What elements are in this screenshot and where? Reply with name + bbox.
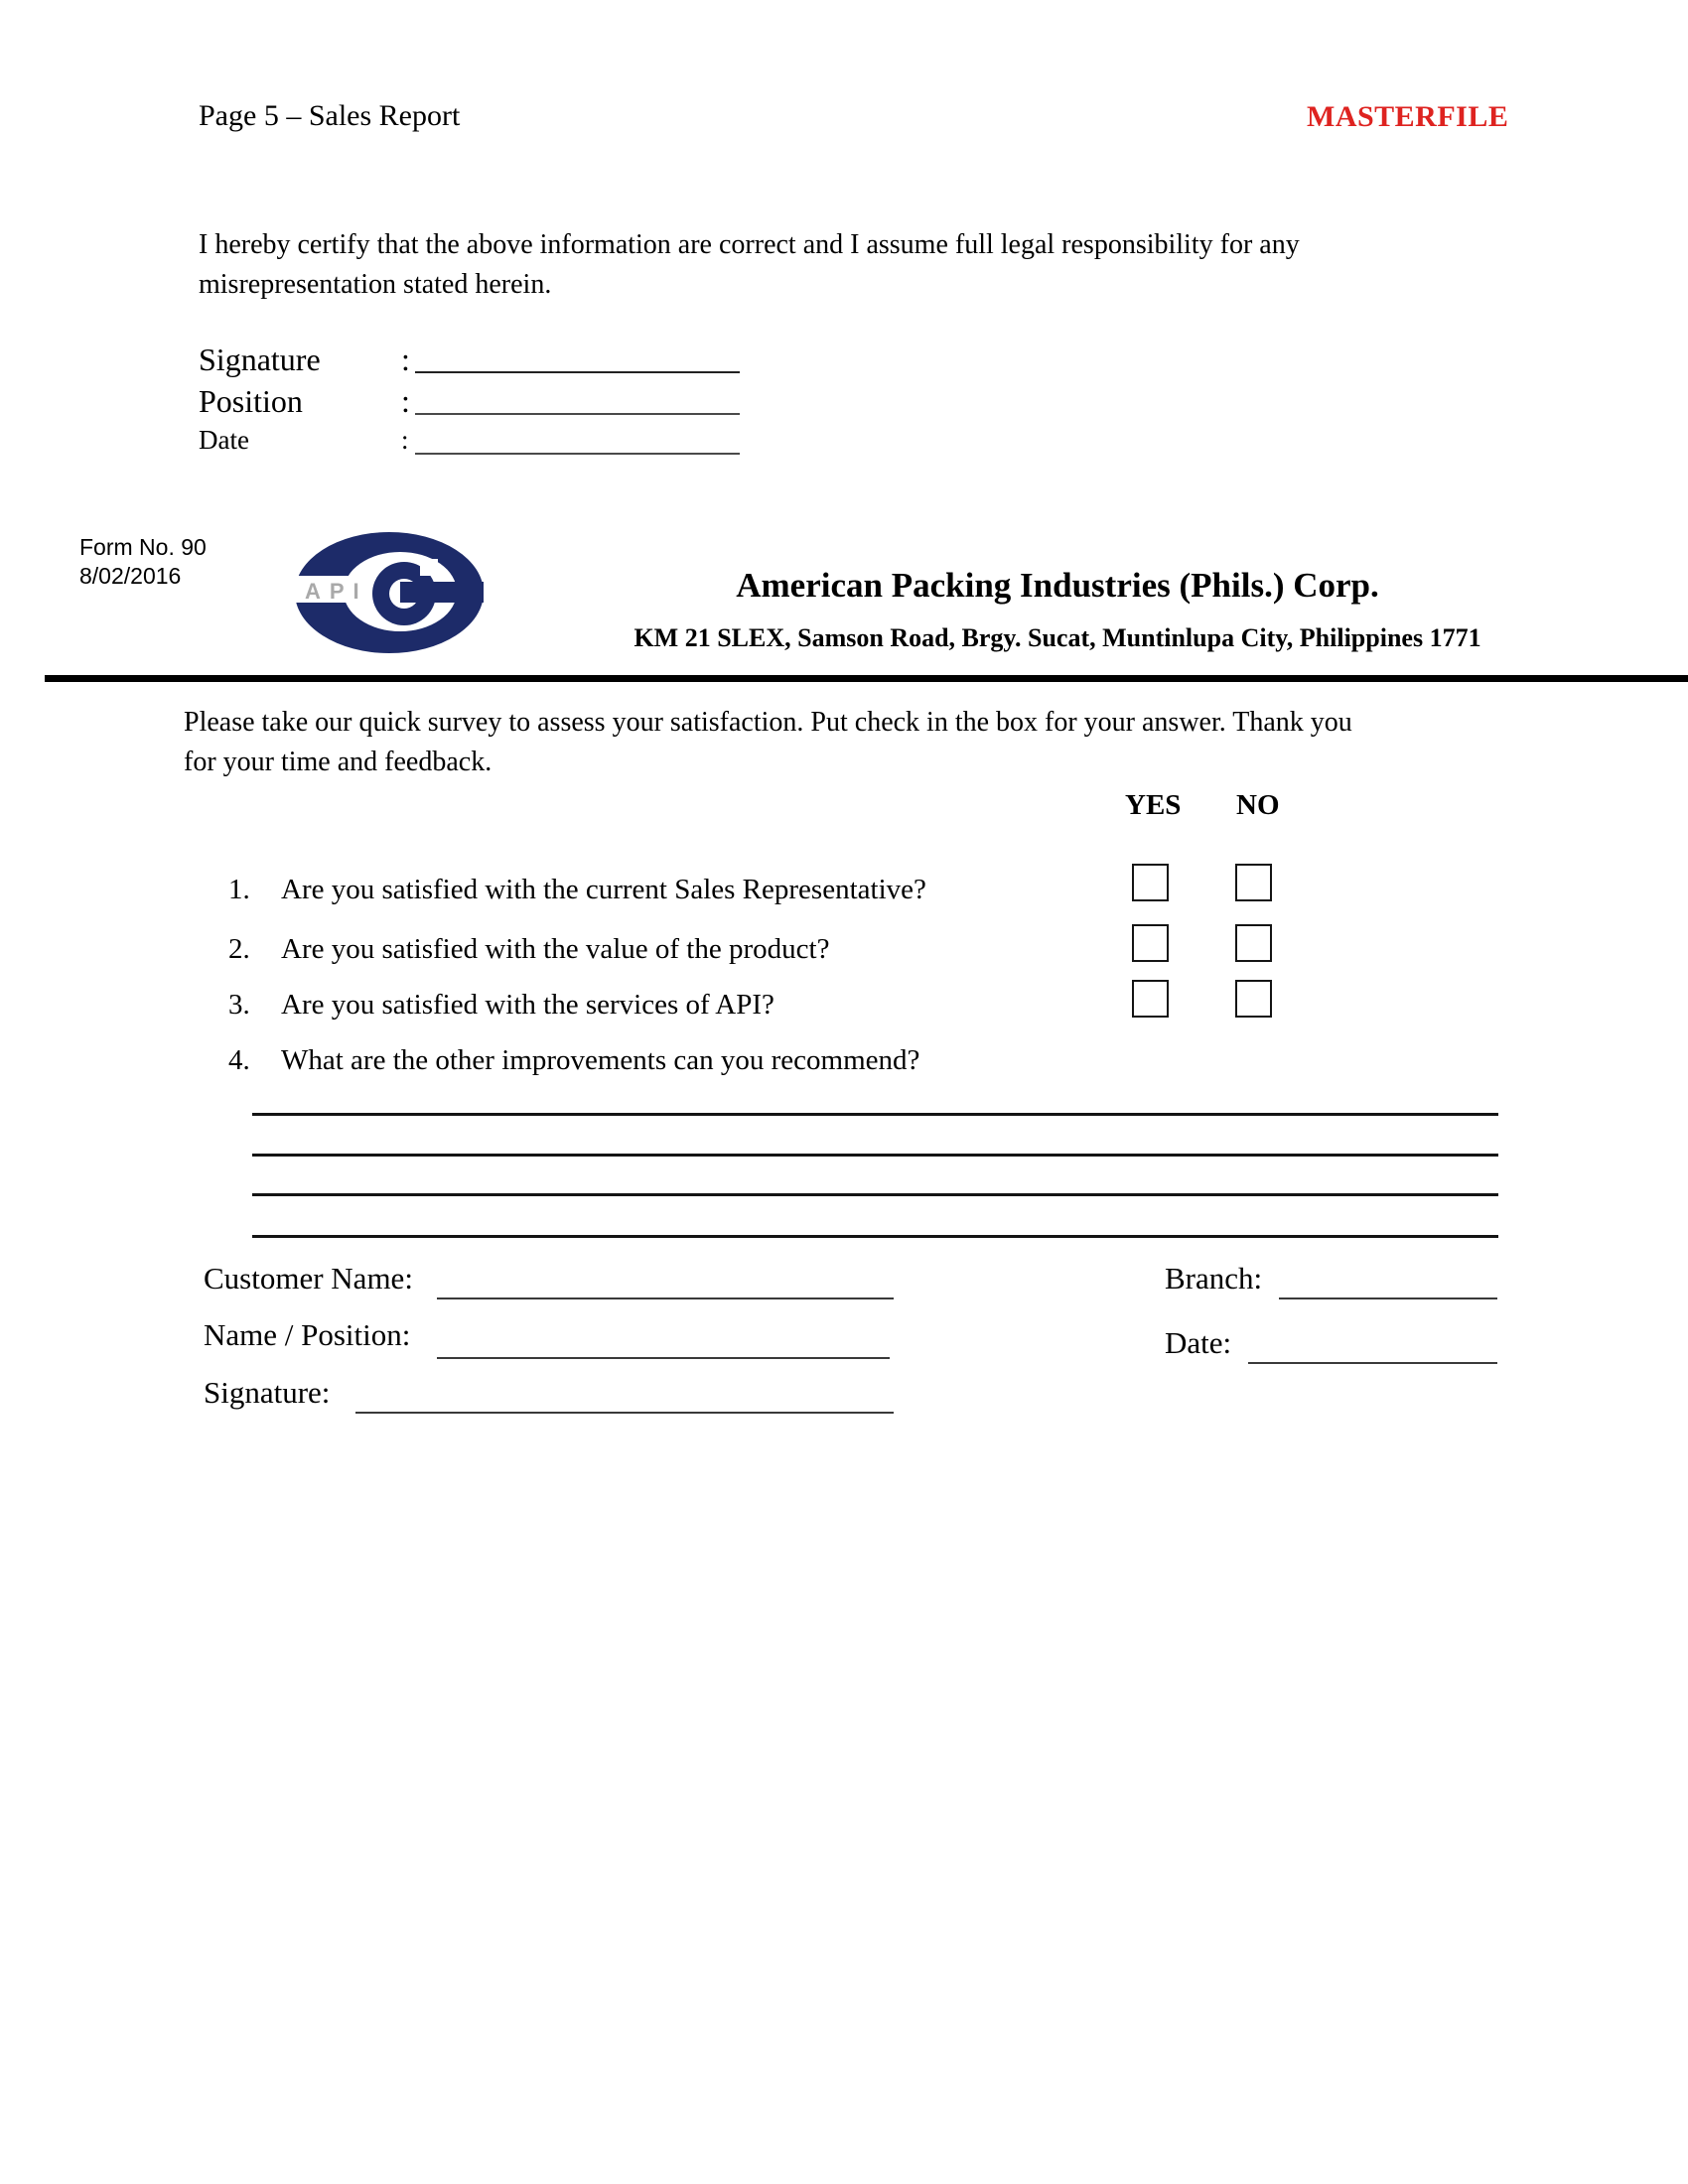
form-number: Form No. 90 — [79, 534, 207, 560]
question-1-number: 1. — [228, 874, 250, 905]
question-row-3 — [228, 989, 774, 1022]
footer-date-fill-line[interactable] — [1248, 1362, 1497, 1364]
question-3-no-checkbox[interactable] — [1235, 980, 1272, 1018]
answer-line-2[interactable] — [252, 1154, 1498, 1157]
yes-column-header: YES — [1125, 789, 1182, 821]
company-address: KM 21 SLEX, Samson Road, Brgy. Sucat, Muntinlupa City, Philippines 1771 — [633, 623, 1481, 652]
question-2-text: Are you satisfied with the value of the product? — [281, 933, 830, 965]
question-1-no-checkbox[interactable] — [1235, 864, 1272, 901]
name-position-label: Name / Position: — [204, 1317, 411, 1352]
certify-date-label: Date — [199, 425, 249, 455]
question-1-checkboxes — [1132, 864, 1291, 903]
api-logo-text: API — [305, 579, 368, 604]
form-date: 8/02/2016 — [79, 563, 182, 589]
name-position-fill-line[interactable] — [437, 1357, 890, 1359]
survey-intro-line1: Please take our quick survey to assess your satisfaction. Put check in the box for your answer. Thank you — [184, 707, 1352, 738]
branch-fill-line[interactable] — [1279, 1297, 1497, 1299]
letterhead-divider-rule — [45, 675, 1688, 682]
footer-date-label: Date: — [1165, 1325, 1232, 1360]
question-2-yes-checkbox[interactable] — [1132, 924, 1169, 962]
answer-line-1[interactable] — [252, 1113, 1498, 1116]
question-3-text: Are you satisfied with the services of API? — [281, 989, 774, 1021]
footer-signature-fill-line[interactable] — [355, 1412, 894, 1414]
certify-signature-label: Signature — [199, 341, 321, 377]
question-2-number: 2. — [228, 933, 250, 965]
question-3-yes-checkbox[interactable] — [1132, 980, 1169, 1018]
question-4-text: What are the other improvements can you recommend? — [281, 1044, 920, 1076]
question-1-text: Are you satisfied with the current Sales Representative? — [281, 874, 926, 905]
masterfile-stamp: MASTERFILE — [1307, 100, 1509, 133]
answer-line-4[interactable] — [252, 1235, 1498, 1238]
certify-position-fill-line[interactable] — [415, 413, 740, 415]
customer-name-fill-line[interactable] — [437, 1297, 894, 1299]
page-title: Page 5 – Sales Report — [199, 99, 461, 132]
certify-signature-fill-line[interactable] — [415, 371, 740, 373]
answer-line-3[interactable] — [252, 1193, 1498, 1196]
question-row-1 — [228, 874, 926, 906]
question-row-4 — [228, 1044, 919, 1077]
certify-position-colon: : — [401, 383, 410, 419]
question-3-number: 3. — [228, 989, 250, 1021]
certify-position-label: Position — [199, 383, 303, 419]
branch-label: Branch: — [1165, 1261, 1263, 1296]
footer-signature-label: Signature: — [204, 1375, 331, 1410]
certify-date-fill-line[interactable] — [415, 453, 740, 455]
question-2-no-checkbox[interactable] — [1235, 924, 1272, 962]
certification-text-line2: misrepresentation stated herein. — [199, 269, 552, 300]
no-column-header: NO — [1236, 789, 1280, 821]
certification-text-line1: I hereby certify that the above information are correct and I assume full legal responsibility for any — [199, 229, 1300, 260]
customer-name-label: Customer Name: — [204, 1261, 413, 1296]
question-3-checkboxes — [1132, 980, 1291, 1020]
certify-signature-colon: : — [401, 341, 410, 377]
certify-date-colon: : — [401, 425, 409, 455]
question-2-checkboxes — [1132, 924, 1291, 964]
question-4-number: 4. — [228, 1044, 250, 1076]
company-name: American Packing Industries (Phils.) Corp. — [736, 566, 1379, 605]
survey-intro-line2: for your time and feedback. — [184, 747, 492, 777]
question-row-2 — [228, 933, 829, 966]
question-1-yes-checkbox[interactable] — [1132, 864, 1169, 901]
